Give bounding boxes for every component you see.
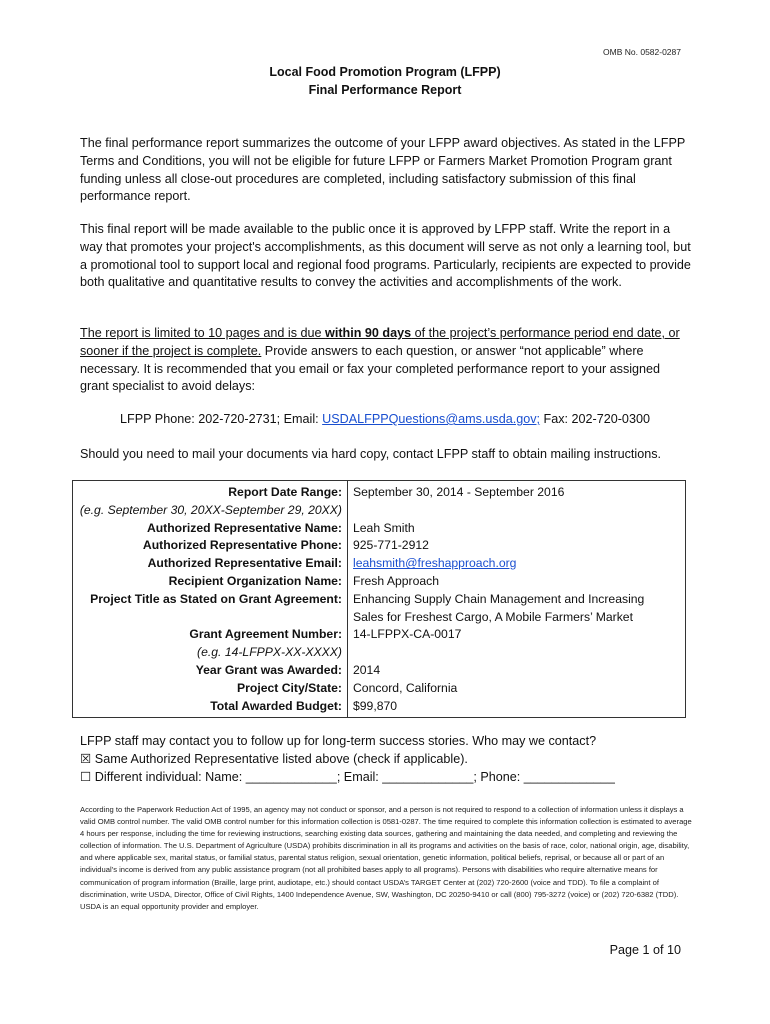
contact-fax: Fax: 202-720-0300 bbox=[540, 412, 650, 426]
option-different-individual-label: Different individual: Name: _____________; Email: _____________; Phone: _____________ bbox=[91, 770, 615, 784]
table-row bbox=[73, 680, 686, 698]
due-text-2: of the project’s performance period end date, or sooner if the project is complete. bbox=[80, 326, 680, 358]
report-date-value: September 30, 2014 - September 2016 bbox=[353, 485, 565, 499]
contact-phone: LFPP Phone: 202-720-2731; Email: bbox=[120, 412, 323, 426]
grant-number-label-text: Grant Agreement Number: bbox=[189, 627, 342, 642]
rep-phone-value: 925-771-2912 bbox=[353, 538, 429, 553]
budget-label: Total Awarded Budget: bbox=[73, 698, 348, 718]
title-line-1: Local Food Promotion Program (LFPP) bbox=[269, 65, 501, 79]
unchecked-box-icon[interactable]: ☐ bbox=[80, 770, 92, 784]
grant-number-hint: (e.g. 14-LFPPX-XX-XXXX) bbox=[197, 645, 342, 660]
city-value: Concord, California bbox=[353, 680, 458, 695]
omb-number: OMB No. 0582-0287 bbox=[603, 47, 681, 57]
paperwork-reduction-notice: According to the Paperwork Reduction Act of 1995, an agency may not conduct or sponsor, and a person is not required to respond to a collection of information unless it displays a valid OMB control number. The valid OMB control number for this information collection is 0581-0287. The time required to complete this information collection is estimated to average 4 hours per response, including the time for reviewing instructions, searching existing data sources, gathering and maintaining the data needed, and completing and reviewing the collection of information. The U.S. Department of Agriculture (USDA) prohibits discrimination in all its programs and activities on the basis of race, color, national origin, age, disability, and where applicable sex, marital status, or familial status, parental status religion, sexual orientation, genetic information, political beliefs, reprisal, or because all or part of an individual’s income is derived from any public assistance program (not all prohibited bases apply to all programs). Persons with disabilities who require alternative means for communication of program information (Braille, large print, audiotape, etc.) should contact USDA’s TARGET Center at (202) 720-2600 (voice and TDD). To file a complaint of discrimination, write USDA, Director, Office of Civil Rights, 1400 Independence Avenue, SW, Washington, DC 20250-9410 or call (800) 795-3272 (voice) or (202) 720-6382 (TDD). USDA is an equal opportunity provider and employer. bbox=[80, 805, 692, 911]
table-row bbox=[73, 662, 686, 680]
table-row bbox=[73, 626, 686, 662]
org-value: Fresh Approach bbox=[353, 573, 440, 588]
option-same-representative bbox=[80, 750, 615, 768]
due-bold: within 90 days bbox=[325, 326, 412, 340]
checked-box-icon[interactable]: ☒ bbox=[80, 752, 92, 766]
due-instructions: Provide answers to each question, or answer “not applicable” where necessary. It is recommended that you email or fax your completed performance report to your assigned grant specialist to avoid delays: bbox=[80, 343, 661, 394]
project-title-line-1: Enhancing Supply Chain Management and Increasing bbox=[353, 591, 645, 606]
rep-email-label: Authorized Representative Email: bbox=[73, 555, 348, 573]
rep-phone-label: Authorized Representative Phone: bbox=[73, 537, 348, 555]
option-same-representative-label: Same Authorized Representative listed above (check if applicable). bbox=[91, 752, 468, 766]
table-row bbox=[73, 698, 686, 718]
table-row bbox=[73, 481, 686, 520]
intro-paragraph-3 bbox=[80, 325, 692, 396]
page-number: Page 1 of 10 bbox=[609, 943, 681, 957]
title-line-2: Final Performance Report bbox=[308, 83, 462, 97]
budget-value: $99,870 bbox=[353, 698, 398, 713]
table-row bbox=[73, 555, 686, 573]
project-title-value bbox=[348, 591, 686, 627]
grant-number-value: 14-LFPPX-CA-0017 bbox=[353, 627, 462, 642]
grant-info-table bbox=[72, 480, 686, 718]
report-date-label bbox=[73, 481, 348, 520]
table-row bbox=[73, 591, 686, 627]
rep-email-cell bbox=[348, 555, 686, 573]
contact-email-link[interactable]: USDALFPPQuestions@ams.usda.gov; bbox=[322, 412, 541, 426]
grant-number-label bbox=[73, 626, 348, 662]
mail-note: Should you need to mail your documents via hard copy, contact LFPP staff to obtain mailing instructions. bbox=[80, 447, 662, 461]
intro-paragraph-2: This final report will be made available to the public once it is approved by LFPP staff. Write the report in a way that promotes your project's accomplishments, as this document will serve as not only a learning tool, but a promotional tool to support local and regional food programs. Particularly, recipients are expected to provide both qualitative and quantitative results to convey the activities and accomplishments of the work. bbox=[80, 222, 691, 290]
project-title-label: Project Title as Stated on Grant Agreement: bbox=[73, 591, 348, 627]
rep-name-value: Leah Smith bbox=[353, 520, 415, 535]
rep-email-link[interactable]: leahsmith@freshapproach.org bbox=[353, 556, 517, 571]
city-label: Project City/State: bbox=[73, 680, 348, 698]
followup-section bbox=[80, 732, 615, 786]
followup-question: LFPP staff may contact you to follow up for long-term success stories. Who may we contact? bbox=[80, 734, 597, 748]
table-row bbox=[73, 520, 686, 538]
table-row bbox=[73, 573, 686, 591]
year-value: 2014 bbox=[353, 662, 381, 677]
project-title-line-2: Sales for Freshest Cargo, A Mobile Farmers’ Market bbox=[353, 609, 633, 624]
report-title bbox=[0, 63, 770, 99]
report-date-label-text: Report Date Range: bbox=[228, 485, 342, 499]
rep-name-label: Authorized Representative Name: bbox=[73, 520, 348, 538]
due-text-1: The report is limited to 10 pages and is due bbox=[80, 326, 326, 340]
org-label: Recipient Organization Name: bbox=[73, 573, 348, 591]
year-label: Year Grant was Awarded: bbox=[73, 662, 348, 680]
intro-paragraph-1: The final performance report summarizes the outcome of your LFPP award objectives. As stated in the LFPP Terms and Conditions, you will not be eligible for future LFPP or Farmers Market Promotion Program grant funding unless all close-out procedures are completed, including satisfactory submission of this final performance report. bbox=[80, 136, 686, 204]
table-row bbox=[73, 537, 686, 555]
contact-line bbox=[0, 412, 770, 426]
report-date-hint: (e.g. September 30, 20XX-September 29, 20XX) bbox=[79, 502, 342, 517]
option-different-individual bbox=[80, 768, 615, 786]
